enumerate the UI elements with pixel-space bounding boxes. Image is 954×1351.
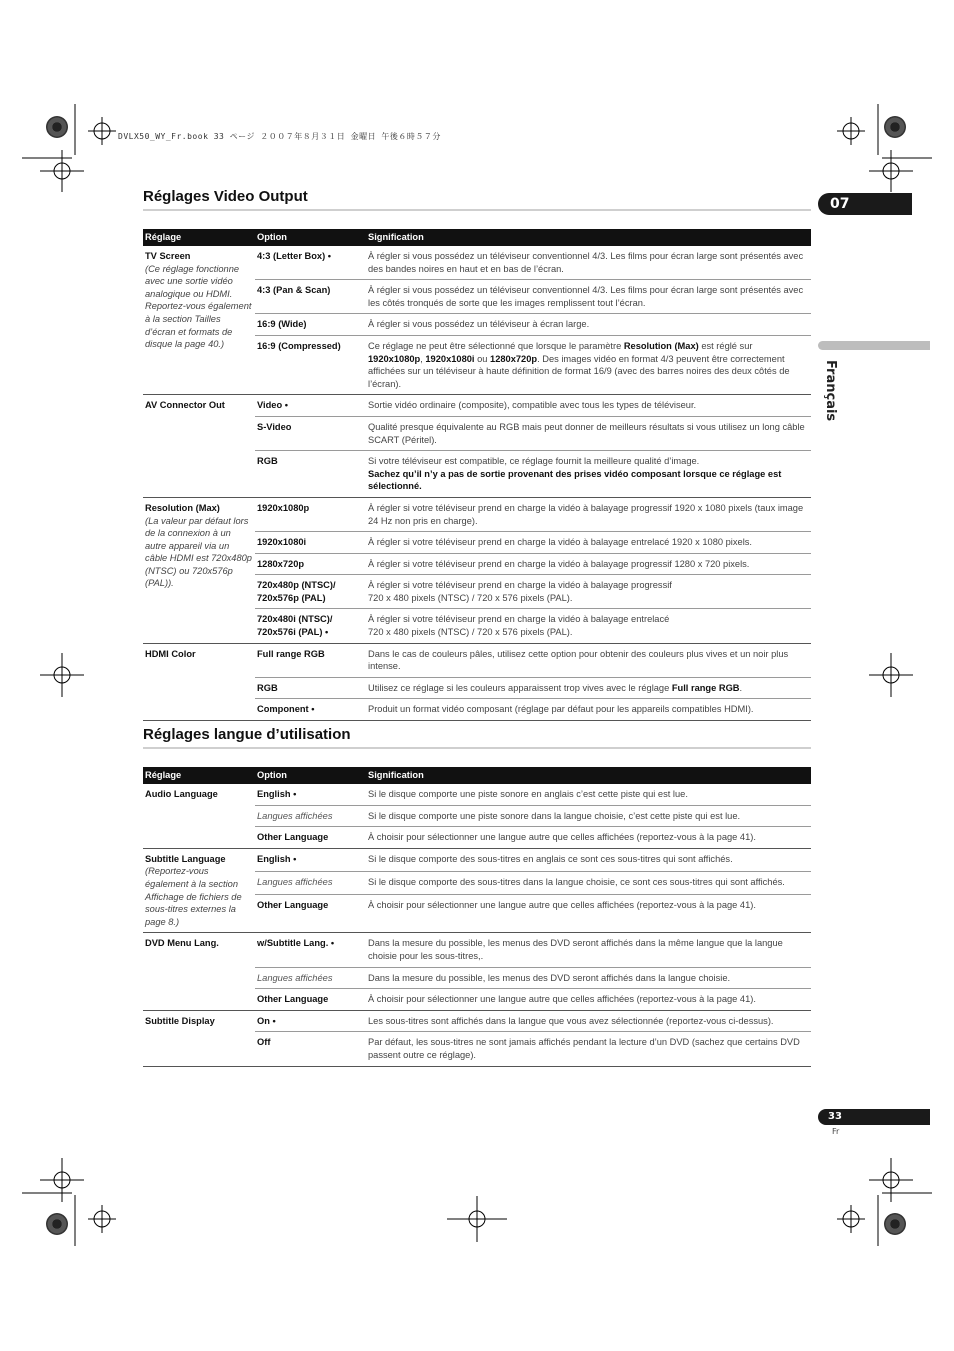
option-description: À régler si vous possédez un téléviseur conventionnel 4/3. Les films pour écran large sont présentés avec les côtés tronqués de sorte que les images remplissent tout l’écran. <box>366 280 811 314</box>
option-description: Utilisez ce réglage si les couleurs apparaissent trop vives avec le réglage Full range RGB. <box>366 677 811 699</box>
section-rule <box>143 209 811 211</box>
setting-note: (La valeur par défaut lors de la connexion à un autre appareil via un câble HDMI est 720x480p (NTSC) ou 720x576p (PAL)). <box>145 515 252 589</box>
option: Langues affichées <box>255 967 366 989</box>
option: 720x480p (NTSC)/ 720x576p (PAL) <box>255 575 366 609</box>
chapter-tab <box>818 193 912 215</box>
setting-subtitle-language: Subtitle Language (Reportez-vous également à la section Affichage de fichiers de sous-titres externes la page 8.) <box>143 848 255 933</box>
registration-disc-icon <box>46 1213 68 1235</box>
option: Langues affichées <box>255 805 366 827</box>
option: 4:3 (Pan & Scan) <box>255 280 366 314</box>
option-description: À régler si vous possédez un téléviseur à écran large. <box>366 314 811 336</box>
option-description: À régler si votre téléviseur prend en charge la vidéo à balayage progressif 720 x 480 pixels (NTSC) / 720 x 576 pixels (PAL). <box>366 575 811 609</box>
option: 4:3 (Letter Box) • <box>255 246 366 280</box>
option-description: Si le disque comporte une piste sonore en anglais c’est cette piste qui est lue. <box>366 784 811 805</box>
setting-av-connector-out: AV Connector Out <box>143 395 255 498</box>
option-description: À régler si votre téléviseur prend en charge la vidéo à balayage entrelacé 720 x 480 pixels (NTSC) / 720 x 576 pixels (PAL). <box>366 609 811 643</box>
section-rule <box>143 747 811 749</box>
option-description: Produit un format vidéo composant (réglage par défaut pour les appareils compatibles HDMI). <box>366 699 811 721</box>
setting-hdmi-color: HDMI Color <box>143 643 255 720</box>
option: 1920x1080i <box>255 532 366 554</box>
option: Langues affichées <box>255 871 366 894</box>
table-row <box>143 246 811 280</box>
table-row <box>143 395 811 417</box>
option-description: À choisir pour sélectionner une langue autre que celles affichées (reportez-vous à la page 41). <box>366 989 811 1011</box>
option-description: Dans la mesure du possible, les menus des DVD seront affichés dans la langue choisie. <box>366 967 811 989</box>
option: RGB <box>255 451 366 498</box>
option: RGB <box>255 677 366 699</box>
language-tab-bar <box>818 341 930 350</box>
option-description: Sortie vidéo ordinaire (composite), compatible avec tous les types de téléviseur. <box>366 395 811 417</box>
option-description: À régler si votre téléviseur prend en charge la vidéo à balayage progressif 1280 x 720 pixels. <box>366 553 811 575</box>
setting-note: (Reportez-vous également à la section Affichage de fichiers de sous-titres externes la page 8.) <box>145 866 242 927</box>
header-option: Option <box>255 229 366 246</box>
table-row <box>143 497 811 531</box>
option: Other Language <box>255 989 366 1011</box>
table-row <box>143 848 811 871</box>
table-row <box>143 643 811 677</box>
option-description: À choisir pour sélectionner une langue autre que celles affichées (reportez-vous à la page 41). <box>366 827 811 849</box>
setting-note: (Ce réglage fonctionne avec une sortie vidéo analogique ou HDMI. Reportez-vous également à la section Tailles d’écran et formats de disque la page 40.) <box>145 263 252 350</box>
option: Video • <box>255 395 366 417</box>
setting-resolution-max: Resolution (Max) (La valeur par défaut lors de la connexion à un autre appareil via un câble HDMI est 720x480p (NTSC) ou 720x576p (PAL)). <box>143 497 255 643</box>
registration-disc-icon <box>46 116 68 138</box>
page-language-code: Fr <box>832 1127 840 1136</box>
table-row <box>143 933 811 967</box>
header-setting: Réglage <box>143 767 255 784</box>
option: English • <box>255 848 366 871</box>
header-setting: Réglage <box>143 229 255 246</box>
setting-audio-language: Audio Language <box>143 784 255 848</box>
option: Other Language <box>255 895 366 933</box>
option: Other Language <box>255 827 366 849</box>
option-description: Les sous-titres sont affichés dans la langue que vous avez sélectionnée (reportez-vous ci-dessus). <box>366 1010 811 1032</box>
registration-disc-icon <box>884 1213 906 1235</box>
option-description: À régler si vous possédez un téléviseur conventionnel 4/3. Les films pour écran large sont présentés avec des bandes noires en haut et en bas de l’écran. <box>366 246 811 280</box>
option: 16:9 (Compressed) <box>255 335 366 394</box>
table-row <box>143 1010 811 1032</box>
option-description: À régler si votre téléviseur prend en charge la vidéo à balayage progressif 1920 x 1080 pixels (taux image 24 Hz non pris en charge). <box>366 497 811 531</box>
option: On • <box>255 1010 366 1032</box>
option-description: Qualité presque équivalente au RGB mais peut donner de meilleurs résultats si vous utilisez un long câble SCART (Péritel). <box>366 416 811 450</box>
option: 1280x720p <box>255 553 366 575</box>
header-option: Option <box>255 767 366 784</box>
print-header: DVLX50_WY_Fr.book 33 ページ ２００７年８月３１日 金曜日 午後６時５７分 <box>118 132 441 141</box>
setting-dvd-menu-lang: DVD Menu Lang. <box>143 933 255 1010</box>
option: Component • <box>255 699 366 721</box>
video-output-table <box>143 229 811 721</box>
option: English • <box>255 784 366 805</box>
option-description: À régler si votre téléviseur prend en charge la vidéo à balayage entrelacé 1920 x 1080 pixels. <box>366 532 811 554</box>
header-meaning: Signification <box>366 767 811 784</box>
option: Full range RGB <box>255 643 366 677</box>
option-description: Si le disque comporte une piste sonore dans la langue choisie, c’est cette piste qui est lue. <box>366 805 811 827</box>
option-description: Par défaut, les sous-titres ne sont jamais affichés pendant la lecture d’un DVD (sachez que certains DVD passent outre ce réglage). <box>366 1032 811 1066</box>
table-row <box>143 784 811 805</box>
setting-subtitle-display: Subtitle Display <box>143 1010 255 1066</box>
page-number-tab <box>818 1109 930 1125</box>
option-description: Si le disque comporte des sous-titres dans la langue choisie, ce sont ces sous-titres qui sont affichés. <box>366 871 811 894</box>
language-table <box>143 767 811 1067</box>
language-tab: Français <box>823 360 838 422</box>
page-number: 33 <box>828 1111 842 1122</box>
section-title-language: Réglages langue d’utilisation <box>143 726 351 743</box>
option-description: Si le disque comporte des sous-titres en anglais ce sont ces sous-titres qui sont affichés. <box>366 848 811 871</box>
setting-tv-screen: TV Screen (Ce réglage fonctionne avec une sortie vidéo analogique ou HDMI. Reportez-vous également à la section Tailles d’écran et formats de disque la page 40.) <box>143 246 255 395</box>
option: w/Subtitle Lang. • <box>255 933 366 967</box>
section-title-video-output: Réglages Video Output <box>143 188 308 205</box>
option: 16:9 (Wide) <box>255 314 366 336</box>
option: S-Video <box>255 416 366 450</box>
option-description: Si votre téléviseur est compatible, ce réglage fournit la meilleure qualité d’image. Sachez qu’il n’y a pas de sortie provenant des prises vidéo composant lorsque ce réglage est sélectionné. <box>366 451 811 498</box>
option: Off <box>255 1032 366 1066</box>
option: 720x480i (NTSC)/ 720x576i (PAL) • <box>255 609 366 643</box>
chapter-number: 07 <box>830 196 850 212</box>
option-description: Dans la mesure du possible, les menus des DVD seront affichés dans la même langue que la langue choisie pour les sous-titres,. <box>366 933 811 967</box>
registration-disc-icon <box>884 116 906 138</box>
header-meaning: Signification <box>366 229 811 246</box>
option-description: À choisir pour sélectionner une langue autre que celles affichées (reportez-vous à la page 41). <box>366 895 811 933</box>
option: 1920x1080p <box>255 497 366 531</box>
option-description: Ce réglage ne peut être sélectionné que lorsque le paramètre Resolution (Max) est réglé sur 1920x1080p, 1920x1080i ou 1280x720p. Des images vidéo en format 4/3 peuvent être correctement affichées sur un téléviseur à haute définition de format 16/9 (avec des barres noires des deux côtés de l’écran). <box>366 335 811 394</box>
table-header <box>143 767 811 784</box>
option-description: Dans le cas de couleurs pâles, utilisez cette option pour obtenir des couleurs plus vives et un noir plus intense. <box>366 643 811 677</box>
table-header <box>143 229 811 246</box>
